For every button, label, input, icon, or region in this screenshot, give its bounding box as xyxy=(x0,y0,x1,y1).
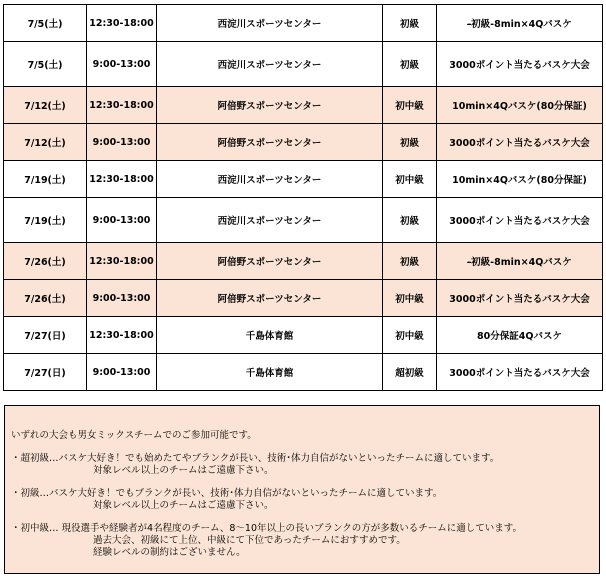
venue-cell: 西淀川スポーツセンター xyxy=(157,42,383,87)
date-cell: 7/27(日) xyxy=(4,354,87,391)
schedule-row xyxy=(4,280,603,317)
notes-intro: いずれの大会も男女ミックスチームでのご参加可能です。 xyxy=(11,430,257,441)
notes-box xyxy=(4,405,600,574)
time-cell: 12:30-18:00 xyxy=(87,243,157,280)
event-cell: 10min×4Qバスケ(80分保証) xyxy=(437,161,603,198)
date-cell: 7/26(土) xyxy=(4,280,87,317)
note-item-detail: 過去大会、初級にて上位、中級にて下位であったチームにおすすめです。 xyxy=(93,535,406,546)
schedule-row xyxy=(4,354,603,391)
level-cell: 初級 xyxy=(383,42,437,87)
time-cell: 12:30-18:00 xyxy=(87,161,157,198)
venue-cell: 千島体育館 xyxy=(157,317,383,354)
note-item-detail: 対象レベル以上のチームはご遠慮下さい。 xyxy=(93,500,274,511)
level-cell: 初中級 xyxy=(383,317,437,354)
venue-cell: 阿倍野スポーツセンター xyxy=(157,87,383,124)
event-cell: 10min×4Qバスケ(80分保証) xyxy=(437,87,603,124)
note-item-detail: 対象レベル以上のチームはご遠慮下さい。 xyxy=(93,465,274,476)
time-cell: 9:00-13:00 xyxy=(87,198,157,243)
venue-cell: 千島体育館 xyxy=(157,354,383,391)
schedule-row xyxy=(4,124,603,161)
event-cell: 3000ポイント当たるバスケ大会 xyxy=(437,124,603,161)
level-cell: 初中級 xyxy=(383,161,437,198)
date-cell: 7/27(日) xyxy=(4,317,87,354)
date-cell: 7/26(土) xyxy=(4,243,87,280)
schedule-row xyxy=(4,161,603,198)
note-item: ・初中級… 現役選手や経験者が4名程度のチーム、8〜10年以上の長いブランクの方が多数いるチームに適しています。 xyxy=(11,523,523,534)
time-cell: 12:30-18:00 xyxy=(87,317,157,354)
level-cell: 初級 xyxy=(383,124,437,161)
schedule-row xyxy=(4,42,603,87)
event-cell: 80分保証4Qバスケ xyxy=(437,317,603,354)
venue-cell: 西淀川スポーツセンター xyxy=(157,161,383,198)
level-cell: 初中級 xyxy=(383,87,437,124)
time-cell: 12:30-18:00 xyxy=(87,87,157,124)
schedule-table xyxy=(3,4,603,391)
event-cell: 3000ポイント当たるバスケ大会 xyxy=(437,198,603,243)
date-cell: 7/12(土) xyxy=(4,124,87,161)
level-cell: 超初級 xyxy=(383,354,437,391)
level-cell: 初級 xyxy=(383,198,437,243)
venue-cell: 阿倍野スポーツセンター xyxy=(157,280,383,317)
venue-cell: 西淀川スポーツセンター xyxy=(157,5,383,42)
note-item: ・初級…バスケ大好き！でもブランクが長い、技術･体力自信がないといったチームに適しています。 xyxy=(11,488,443,499)
schedule-row xyxy=(4,87,603,124)
event-cell: -初級-8min×4Qバスケ xyxy=(437,243,603,280)
time-cell: 12:30-18:00 xyxy=(87,5,157,42)
event-cell: 3000ポイント当たるバスケ大会 xyxy=(437,280,603,317)
date-cell: 7/19(土) xyxy=(4,198,87,243)
event-cell: -初級-8min×4Qバスケ xyxy=(437,5,603,42)
time-cell: 9:00-13:00 xyxy=(87,42,157,87)
level-cell: 初級 xyxy=(383,5,437,42)
notes-items xyxy=(11,442,593,559)
event-cell: 3000ポイント当たるバスケ大会 xyxy=(437,42,603,87)
event-cell: 3000ポイント当たるバスケ大会 xyxy=(437,354,603,391)
venue-cell: 阿倍野スポーツセンター xyxy=(157,243,383,280)
note-item: ・超初級…バスケ大好き！でも始めたてやブランクが長い、技術･体力自信がないといったチームに適しています。 xyxy=(11,453,500,464)
level-cell: 初中級 xyxy=(383,280,437,317)
date-cell: 7/5(土) xyxy=(4,5,87,42)
date-cell: 7/5(土) xyxy=(4,42,87,87)
schedule-row xyxy=(4,243,603,280)
time-cell: 9:00-13:00 xyxy=(87,280,157,317)
date-cell: 7/12(土) xyxy=(4,87,87,124)
note-item-detail: 経験レベルの制約はございません。 xyxy=(93,547,246,558)
venue-cell: 西淀川スポーツセンター xyxy=(157,198,383,243)
level-cell: 初級 xyxy=(383,243,437,280)
time-cell: 9:00-13:00 xyxy=(87,124,157,161)
schedule-body xyxy=(4,5,603,391)
date-cell: 7/19(土) xyxy=(4,161,87,198)
schedule-row xyxy=(4,5,603,42)
time-cell: 9:00-13:00 xyxy=(87,354,157,391)
venue-cell: 阿倍野スポーツセンター xyxy=(157,124,383,161)
schedule-row xyxy=(4,317,603,354)
schedule-row xyxy=(4,198,603,243)
